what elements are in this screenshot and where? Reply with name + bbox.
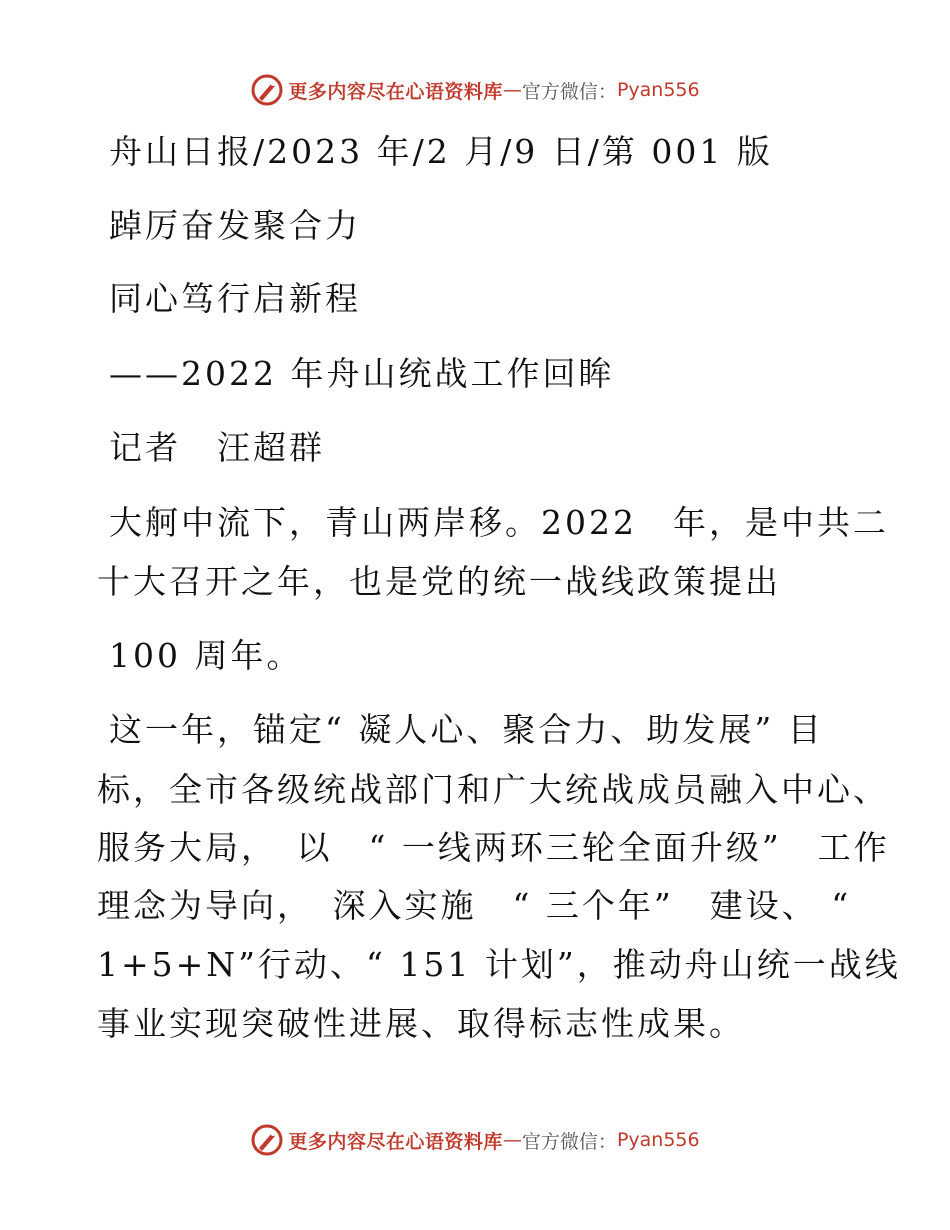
watermark-sub-text: 官方微信： bbox=[521, 1130, 617, 1153]
paragraph-2-line-2: 标，全市各级统战部门和广大统战成员融入中心、 bbox=[97, 770, 889, 809]
title-line-1: 踔厉奋发聚合力 bbox=[109, 206, 361, 245]
watermark-main-text: 更多内容尽在心语资料库 bbox=[288, 1130, 503, 1153]
watermark-wechat-id: Pyan556 bbox=[616, 79, 700, 101]
watermark-footer bbox=[0, 1120, 950, 1160]
title-line-2: 同心笃行启新程 bbox=[109, 279, 361, 318]
paragraph-2-line-4: 理念为导向， 深入实施 “ 三个年” 建设、 “ bbox=[97, 886, 852, 925]
source-line: 舟山日报/2023 年/2 月/9 日/第 001 版 bbox=[109, 132, 773, 171]
watermark-separator: — bbox=[502, 1129, 522, 1151]
paragraph-2-line-3: 服务大局， 以 “ 一线两环三轮全面升级” 工作 bbox=[97, 828, 890, 867]
watermark-main-text: 更多内容尽在心语资料库 bbox=[288, 80, 503, 103]
paragraph-1-line-1: 大舸中流下，青山两岸移。2022 年，是中共二 bbox=[109, 503, 889, 542]
paragraph-2-line-5: 1+5+N”行动、“ 151 计划”，推动舟山统一战线 bbox=[97, 945, 901, 984]
paragraph-1-line-3: 100 周年。 bbox=[109, 636, 303, 675]
watermark-sub-text: 官方微信： bbox=[521, 80, 617, 103]
byline: 记者 汪超群 bbox=[109, 428, 325, 467]
paragraph-2-line-6: 事业实现突破性进展、取得标志性成果。 bbox=[97, 1004, 745, 1043]
subtitle: ——2022 年舟山统战工作回眸 bbox=[109, 354, 615, 393]
pen-logo-icon bbox=[250, 73, 284, 107]
pen-logo-icon bbox=[250, 1123, 284, 1157]
paragraph-2-line-1: 这一年，锚定“ 凝人心、聚合力、助发展” 目 bbox=[109, 710, 824, 749]
paragraph-1-line-2: 十大召开之年，也是党的统一战线政策提出 bbox=[97, 562, 781, 601]
watermark-separator: — bbox=[502, 79, 522, 101]
watermark-wechat-id: Pyan556 bbox=[616, 1129, 700, 1151]
watermark-header bbox=[0, 70, 950, 110]
